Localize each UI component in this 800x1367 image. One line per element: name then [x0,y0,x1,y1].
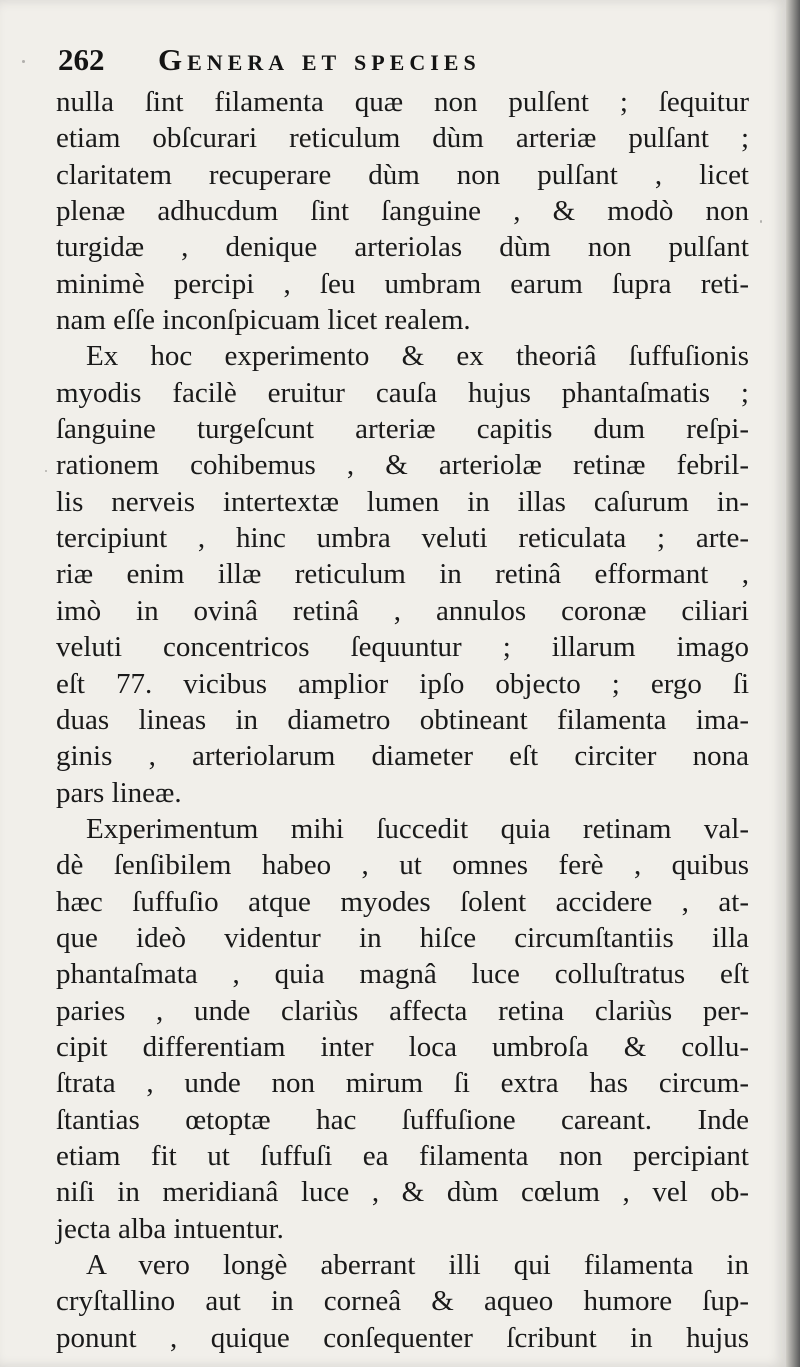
paragraph-start-line: A vero longè aberrant illi qui filamenta in [86,1249,749,1281]
text-line: cryſtallino aut in corneâ & aqueo humore ſup- [56,1285,749,1318]
text-line: claritatem recuperare dùm non pulſant , licet [56,158,749,191]
text-line: phantaſmata , quia magnâ luce colluſtratus eſt [56,958,749,991]
text-line: turgidæ , denique arteriolas dùm non pulſant [56,231,749,264]
page-number: 262 [58,42,105,77]
text-line: plenæ adhucdum ſint ſanguine , & modò non [56,195,749,228]
text-line: rationem cohibemus , & arteriolæ retinæ febril- [56,449,749,482]
text-line: jecta alba intuentur. [56,1212,284,1245]
text-line: lis nerveis intertextæ lumen in illas caſurum in- [56,485,749,518]
text-line: eſt 77. vicibus amplior ipſo objecto ; ergo ſi [56,667,749,700]
paper-speck [22,60,25,63]
text-line: nam eſſe inconſpicuam licet realem. [56,304,471,337]
page-header [58,42,758,86]
text-line: hæc ſuffuſio atque myodes ſolent accidere , at- [56,885,749,918]
text-line: nulla ſint filamenta quæ non pulſent ; ſequitur [56,86,749,118]
text-line: riæ enim illæ reticulum in retinâ efformant , [56,558,749,591]
text-line: etiam obſcurari reticulum dùm arteriæ pulſant ; [56,122,749,155]
text-line: ſanguine turgeſcunt arteriæ capitis dum reſpi- [56,413,749,446]
text-line: etiam fit ut ſuffuſi ea filamenta non percipiant [56,1139,749,1172]
paper-speck [760,220,762,223]
text-line: pars lineæ. [56,776,182,809]
text-line: tercipiunt , hinc umbra veluti reticulata ; arte- [56,522,749,555]
text-line: ſtantias œtoptæ hac ſuffuſione careant. Inde [56,1103,749,1136]
paragraph-start-line: Ex hoc experimento & ex theoriâ ſuffuſionis [86,340,749,373]
paper-speck [740,1340,743,1342]
text-line: ſtrata , unde non mirum ſi extra has circum- [56,1067,749,1100]
text-line: cipit differentiam inter loca umbroſa & collu- [56,1030,749,1063]
paper-speck [45,470,47,472]
paragraph-start-line: Experimentum mihi ſuccedit quia retinam val- [86,812,749,845]
text-line: veluti concentricos ſequuntur ; illarum imago [56,631,749,664]
text-line: ponunt , quique conſequenter ſcribunt in hujus [56,1321,749,1354]
text-line: duas lineas in diametro obtineant filamenta ima- [56,703,749,736]
text-line: niſi in meridianâ luce , & dùm cœlum , vel ob- [56,1176,749,1209]
text-line: que ideò videntur in hiſce circumſtantiis illa [56,921,749,954]
text-line: minimè percipi , ſeu umbram earum ſupra reti- [56,267,749,300]
page-gutter-shadow [786,0,800,1367]
text-line: dè ſenſibilem habeo , ut omnes ferè , quibus [56,849,749,882]
text-line: myodis facilè eruitur cauſa hujus phantaſmatis ; [56,376,749,409]
running-title: Genera et species [158,42,481,77]
body-text [56,84,749,1356]
text-line: paries , unde clariùs affecta retina clariùs per- [56,994,749,1027]
text-line: ginis , arteriolarum diameter eſt circiter nona [56,740,749,773]
text-line: imò in ovinâ retinâ , annulos coronæ ciliari [56,594,749,627]
